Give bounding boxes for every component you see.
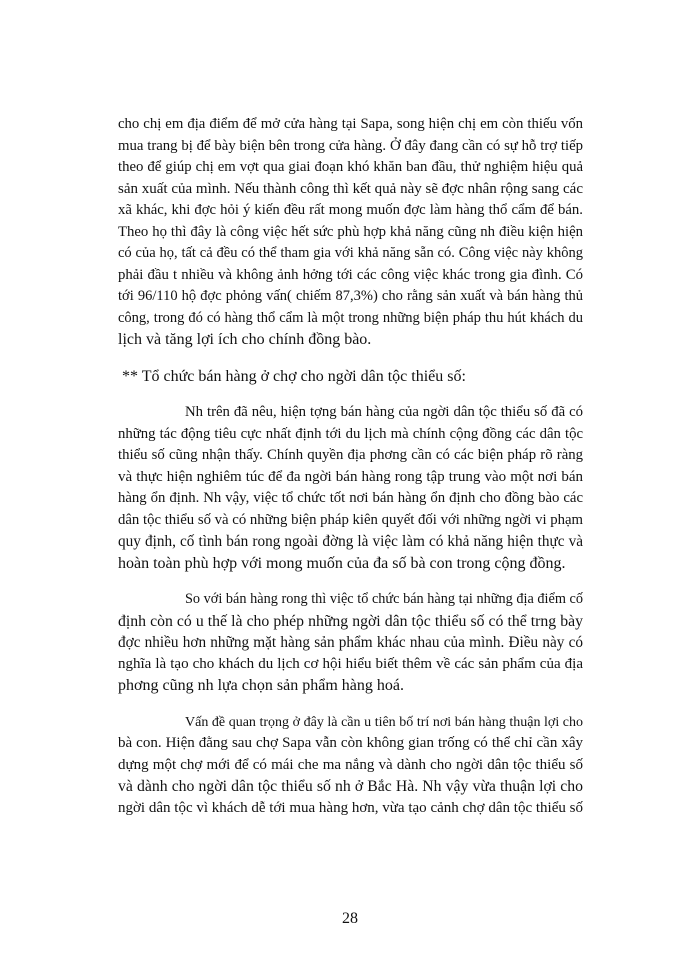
text-line: xã khác, khi đợc hỏi ý kiến đều rất mong muốn đợc làm hàng thổ cẩm để bán. [118, 202, 583, 218]
text-line: dựng một chợ mới để có mái che ma nắng và dành cho ngời dân tộc thiểu số [118, 756, 583, 773]
text-line: phải đầu t nhiều và không ảnh hởng tới các công việc khác trong gia đình. Có [118, 266, 583, 283]
text-line: lịch và tăng lợi ích cho chính đồng bào. [118, 331, 372, 348]
text-line: ngời dân tộc vì khách dễ tới mua hàng hơn, vừa tạo cảnh chợ dân tộc thiểu số [118, 799, 583, 816]
text-line: cho chị em địa điểm để mở cửa hàng tại Sapa, song hiện chị em còn thiếu vốn [118, 116, 583, 132]
text-line: phơng cũng nh lựa chọn sản phẩm hàng hoá. [118, 677, 404, 694]
text-line: đợc nhiều hơn những mặt hàng sản phẩm khác nhau của mình. Điều này có [118, 634, 583, 651]
text-line: Nh trên đã nêu, hiện tợng bán hàng của ngời dân tộc thiểu số đã có [185, 404, 583, 420]
text-line: ** Tổ chức bán hàng ở chợ cho ngời dân tộc thiểu số: [122, 367, 466, 385]
paragraph [118, 712, 583, 820]
text-line: và thực hiện nghiêm túc để đa ngời bán hàng rong tập trung vào một nơi bán [118, 468, 583, 485]
text-line: hoàn toàn phù hợp với mong muốn của đa số bà con trong cộng đồng. [118, 554, 566, 572]
text-line: quy định, cố tình bán rong ngoài đờng là việc làm có khả năng hiện thực và [118, 533, 583, 550]
paragraph [118, 589, 583, 697]
paragraph [118, 402, 583, 574]
text-line: mua trang bị để bày biện bên trong cửa hàng. Ở đây đang cần có sự hỗ trợ tiếp [118, 137, 583, 154]
text-line: bà con. Hiện đằng sau chợ Sapa vẫn còn không gian trống có thể chỉ cần xây [118, 735, 583, 751]
text-line: thiểu số cũng nhận thấy. Chính quyền địa phơng cần có các biện pháp rõ ràng [118, 447, 583, 463]
document-body [118, 114, 583, 834]
text-line: theo để giúp chị em vợt qua giai đoạn khó khăn ban đầu, thử nghiệm hiệu quả [118, 159, 583, 175]
text-line: tới 96/110 hộ đợc phỏng vấn( chiếm 87,3%) cho rằng sản xuất và bán hàng thủ [118, 288, 583, 304]
text-line: sản xuất của mình. Nếu thành công thì kết quả này sẽ đợc nhân rộng sang các [118, 180, 583, 197]
text-line: dân tộc thiểu số và có những biện pháp kiên quyết đối với những ngời vi phạm [118, 511, 583, 528]
text-line: So với bán hàng rong thì việc tổ chức bán hàng tại những địa điểm cố [185, 591, 583, 607]
text-line: nghĩa là tạo cho khách du lịch cơ hội hiểu biết thêm về các sản phẩm của địa [118, 655, 583, 672]
text-line: định còn có u thế là cho phép những ngời dân tộc thiểu số có thể trng bày [118, 612, 583, 630]
text-line: và dành cho ngời dân tộc thiểu số nh ở Bắc Hà. Nh vậy vừa thuận lợi cho [118, 778, 583, 795]
text-line: công, trong đó có hàng thổ cẩm là một trong những biện pháp thu hút khách du [118, 309, 583, 326]
text-line: Theo họ thì đây là công việc hết sức phù hợp khả năng cũng nh điều kiện hiện [118, 223, 583, 240]
section-heading [118, 366, 583, 388]
text-line: hàng ổn định. Nh vậy, việc tổ chức tốt nơi bán hàng ổn định cho đồng bào các [118, 490, 583, 506]
text-line: có của họ, tất cả đều có thể tham gia với khả năng sẵn có. Công việc này không [118, 245, 583, 261]
text-line: những tác động tiêu cực nhất định tới du lịch mà chính cộng đồng các dân tộc [118, 425, 583, 442]
page-number: 28 [342, 910, 358, 927]
text-line: Vấn đề quan trọng ở đây là cần u tiên bố trí nơi bán hàng thuận lợi cho [185, 714, 583, 730]
paragraph [118, 114, 583, 351]
